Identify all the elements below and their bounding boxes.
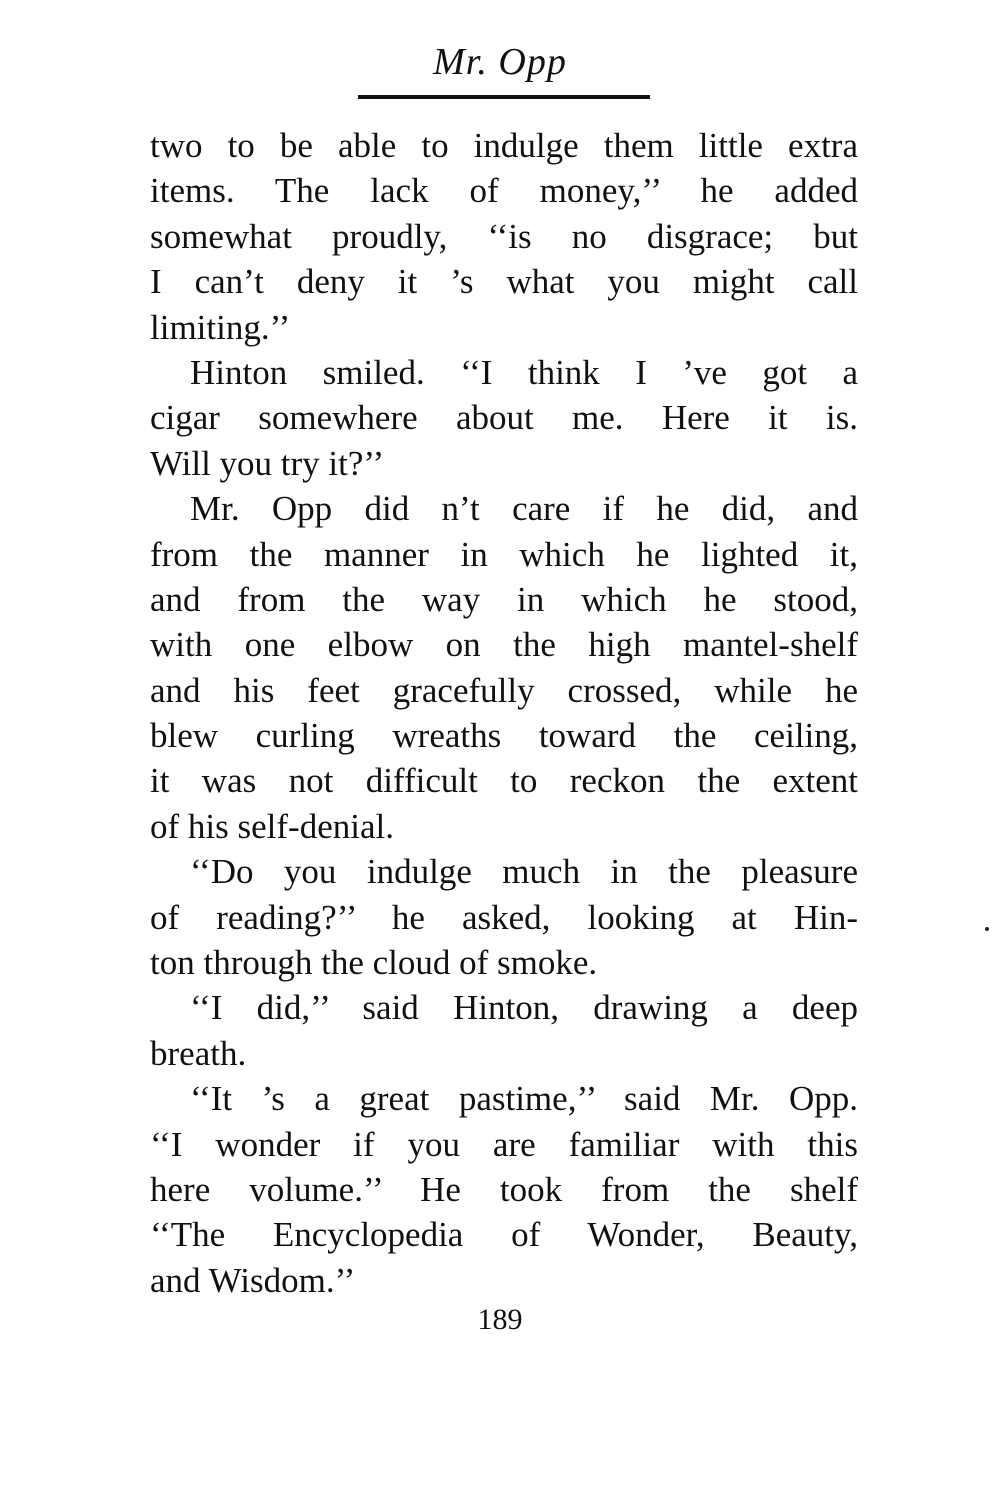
text-line: and Wisdom.’’	[150, 1260, 356, 1300]
header-rule	[358, 95, 650, 99]
text-line: I can’t deny it ’s what you might call	[150, 262, 858, 302]
text-line: ‘‘It ’s a great pastime,’’ said Mr. Opp.	[190, 1079, 858, 1119]
text-line: ‘‘The Encyclopedia of Wonder, Beauty,	[150, 1215, 858, 1255]
text-line: ‘‘I wonder if you are familiar with this	[150, 1124, 858, 1164]
text-line: blew curling wreaths toward the ceiling,	[150, 716, 858, 756]
text-line: it was not difficult to reckon the extent	[150, 761, 858, 801]
text-line: with one elbow on the high mantel-shelf	[150, 625, 858, 665]
text-line: somewhat proudly, ‘‘is no disgrace; but	[150, 216, 858, 256]
text-line: items. The lack of money,’’ he added	[150, 171, 858, 211]
body-text	[150, 123, 858, 1303]
text-line: and his feet gracefully crossed, while he	[150, 670, 858, 710]
text-line: cigar somewhere about me. Here it is.	[150, 398, 858, 438]
text-line: of reading?’’ he asked, looking at Hin-	[150, 897, 858, 937]
text-line: Hinton smiled. ‘‘I think I ’ve got a	[190, 352, 858, 392]
text-line: limiting.’’	[150, 307, 291, 347]
text-line: Mr. Opp did n’t care if he did, and	[190, 489, 858, 529]
text-line: and from the way in which he stood,	[150, 579, 858, 619]
scan-speck	[985, 927, 989, 931]
text-line: here volume.’’ He took from the shelf	[150, 1169, 858, 1209]
page-number: 189	[477, 1303, 523, 1336]
text-line: ‘‘I did,’’ said Hinton, drawing a deep	[190, 988, 858, 1028]
text-line: ‘‘Do you indulge much in the pleasure	[190, 852, 858, 892]
text-line: of his self-denial.	[150, 806, 394, 846]
text-line: two to be able to indulge them little extra	[150, 126, 858, 165]
text-line: ton through the cloud of smoke.	[150, 943, 598, 983]
text-line: from the manner in which he lighted it,	[150, 534, 858, 574]
running-head: Mr. Opp	[433, 41, 567, 83]
text-line: breath.	[150, 1033, 247, 1073]
text-line: Will you try it?’’	[150, 443, 385, 483]
